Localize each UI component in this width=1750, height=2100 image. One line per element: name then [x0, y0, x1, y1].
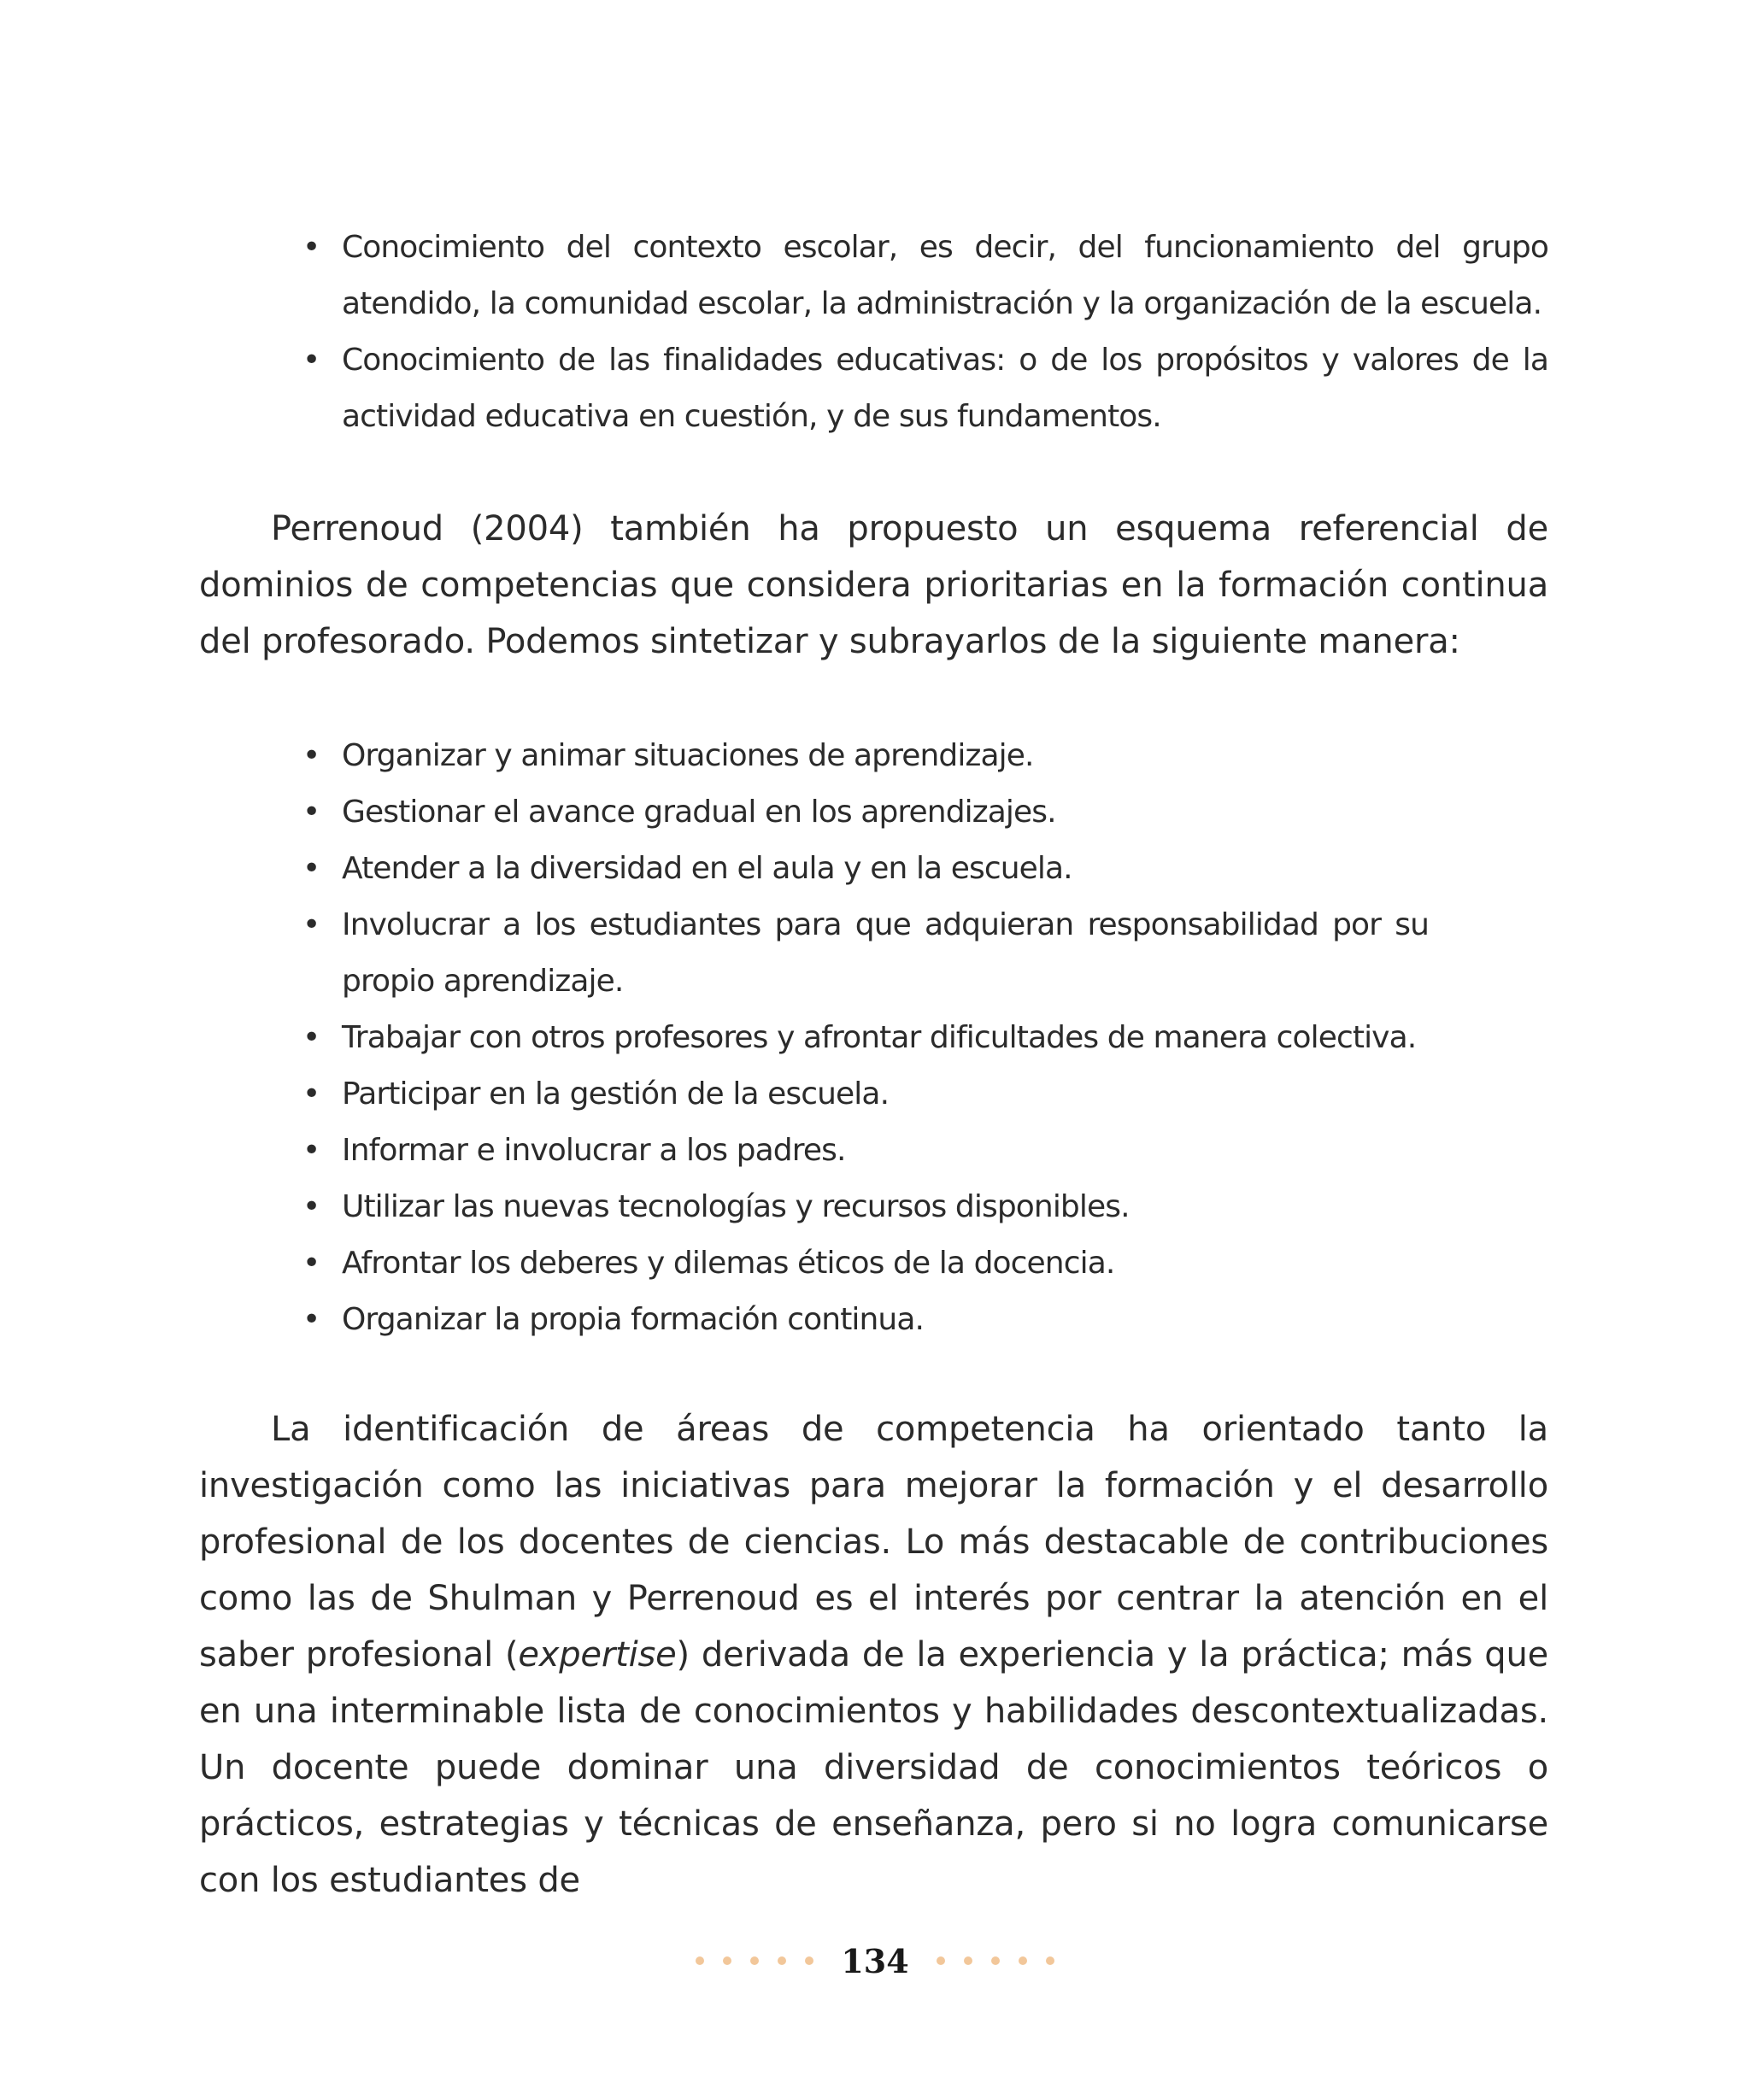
dot-icon — [778, 1956, 786, 1965]
list-item-text: Informar e involucrar a los padres. — [342, 1133, 846, 1168]
list-item-text: Conocimiento del contexto escolar, es decir, del funcionamiento del grupo atendido, la comunidad escolar, la administración y la organización de la escuela. — [342, 230, 1548, 321]
paragraph-perrenoud: Perrenoud (2004) también ha propuesto un esquema referencial de dominios de competencias que considera prioritarias en la formación continua del profesorado. Podemos sintetizar y subrayarlos de la siguiente manera: — [199, 509, 1548, 661]
list-item — [299, 1066, 1548, 1123]
bullet-icon: • — [302, 738, 320, 773]
list-item — [299, 841, 1548, 897]
bullet-icon: • — [302, 1020, 320, 1055]
bullet-icon: • — [302, 1076, 320, 1112]
dot-icon — [964, 1956, 972, 1965]
bullet-icon: • — [302, 230, 320, 265]
bullet-icon: • — [302, 1189, 320, 1224]
list-item — [299, 1235, 1548, 1292]
competencies-list — [299, 728, 1548, 1348]
context-knowledge-list — [299, 220, 1548, 445]
list-item-text: Involucrar a los estudiantes para que adquieran responsabilidad por su propio aprendizaje. — [342, 907, 1429, 999]
list-item-text: Utilizar las nuevas tecnologías y recursos disponibles. — [342, 1189, 1130, 1224]
bullet-icon: • — [302, 907, 320, 942]
paragraph-text: ) derivada de la experiencia y la práctica; más que en una interminable lista de conocimientos y habilidades descontextualizadas. Un docente puede dominar una diversidad de conocimientos teóricos o prácticos, estrategias y técnicas de enseñanza, pero si no logra comunicarse con los estudiantes de — [199, 1635, 1549, 1900]
list-item — [299, 784, 1548, 841]
list-item — [299, 1123, 1548, 1179]
dot-icon — [723, 1956, 731, 1965]
bullet-icon: • — [302, 1133, 320, 1168]
dot-icon — [991, 1956, 1000, 1965]
list-item — [299, 1179, 1548, 1235]
list-item — [299, 728, 1548, 784]
page-number: 134 — [841, 1941, 909, 1980]
paragraph-text: La identificación de áreas de competencia ha orientado tanto la investigación como las iniciativas para mejorar la formación y el desarrollo profesional de los docentes de ciencias. Lo más destacable de contribuciones como las de Shulman y Perrenoud es el interés por centrar la atención en el saber profesional ( — [199, 1410, 1548, 1675]
paragraph-identificacion — [199, 1401, 1548, 1909]
dot-icon — [1019, 1956, 1027, 1965]
list-item — [299, 1010, 1548, 1066]
dot-icon — [805, 1956, 813, 1965]
page-footer — [0, 1931, 1750, 1991]
list-item-text: Atender a la diversidad en el aula y en la escuela. — [342, 851, 1072, 886]
list-item — [299, 897, 1548, 1010]
list-item-text: Gestionar el avance gradual en los aprendizajes. — [342, 795, 1056, 830]
list-item-text: Afrontar los deberes y dilemas éticos de la docencia. — [342, 1246, 1115, 1281]
bullet-icon: • — [302, 795, 320, 830]
list-item-text: Conocimiento de las finalidades educativas: o de los propósitos y valores de la actividad educativa en cuestión, y de sus fundamentos. — [342, 343, 1548, 434]
list-item — [299, 1292, 1548, 1348]
dot-icon — [937, 1956, 945, 1965]
list-item — [299, 332, 1548, 445]
italic-term: expertise — [518, 1635, 677, 1675]
decorative-dots-right — [937, 1956, 1054, 1965]
list-item-text: Trabajar con otros profesores y afrontar dificultades de manera colectiva. — [342, 1020, 1417, 1055]
list-item-text: Participar en la gestión de la escuela. — [342, 1076, 890, 1112]
list-item-text: Organizar la propia formación continua. — [342, 1302, 925, 1337]
bullet-icon: • — [302, 851, 320, 886]
bullet-icon: • — [302, 1302, 320, 1337]
decorative-dots-left — [696, 1956, 813, 1965]
list-item — [299, 220, 1548, 332]
dot-icon — [1046, 1956, 1054, 1965]
list-item-text: Organizar y animar situaciones de aprendizaje. — [342, 738, 1034, 773]
bullet-icon: • — [302, 1246, 320, 1281]
dot-icon — [750, 1956, 759, 1965]
bullet-icon: • — [302, 343, 320, 378]
dot-icon — [696, 1956, 704, 1965]
